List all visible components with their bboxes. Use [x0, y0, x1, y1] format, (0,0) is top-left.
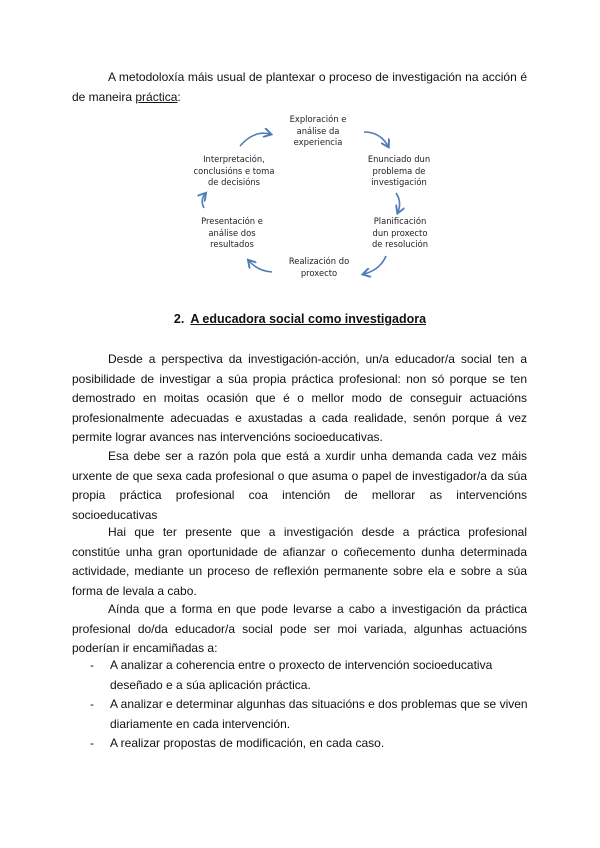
node-realization: Realización do proxecto	[288, 256, 350, 278]
arrow-1	[240, 133, 270, 146]
node-problem-statement: Enunciado dun problema de investigación	[367, 154, 431, 187]
intro-colon: :	[177, 89, 181, 104]
intro-text: A metodoloxía máis usual de plantexar o proceso de investigación na acción é de maneira	[72, 70, 527, 104]
list-item-text: A analizar a coherencia entre o proxecto de intervención socioeducativa deseñado e a súa aplicación práctica.	[110, 658, 493, 692]
intro-underlined-word: práctica	[135, 89, 178, 104]
list-item	[72, 656, 532, 695]
node-interpretation: Interpretación, conclusións e toma de decisións	[193, 154, 275, 187]
bullet-dash: -	[90, 658, 94, 672]
section-number: 2.	[173, 312, 185, 326]
list-item-text: A realizar propostas de modificación, en cada caso.	[110, 736, 385, 750]
arrow-4	[364, 256, 386, 274]
paragraph-3: Hai que ter presente que a investigación desde a práctica profesional constitúe unha gran oportunidade de afianzar o coñecemento dunha determinada actividade, mediante un proceso de reflexión permanente sobre ela e sobre a súa forma de levala a cabo.	[72, 525, 527, 598]
paragraph-1: Desde a perspectiva da investigación-acción, un/a educador/a social ten a posibilidade de investigar a súa propia práctica profesional: non só porque se ten demostrado en moitas ocasión que é o mellor modo de conseguir actuacións profesionalmente adecuadas e axustadas a cada realidade, senón porque á vez permite lograr avances nas intervencións socioeducativas.	[72, 352, 527, 444]
section-heading	[0, 312, 600, 326]
list-item	[72, 695, 532, 734]
node-presentation: Presentación e análise dos resultados	[201, 216, 263, 249]
node-planning: Planificación dun proxecto de resolución	[371, 216, 429, 249]
paragraph-4: Aínda que a forma en que pode levarse a cabo a investigación da práctica profesional do/da educador/a social pode ser moi variada, algunhas actuacións poderían ir encamiñadas a:	[72, 602, 527, 655]
arrow-6	[202, 194, 205, 208]
research-cycle-diagram	[190, 108, 440, 293]
node-exploration: Exploración e análise da experiencia	[289, 114, 347, 147]
actions-list	[72, 656, 532, 754]
intro-paragraph	[72, 68, 527, 107]
paragraph-2: Esa debe ser a razón pola que está a xurdir unha demanda cada vez máis urxente de que sexa cada profesional o que asuma o papel de investigador/a da súa propia práctica profesional coa intención de mellorar as intervencións socioeducativas	[72, 449, 527, 522]
list-item	[72, 734, 532, 754]
arrow-5	[249, 261, 272, 272]
arrow-3	[396, 193, 400, 212]
bullet-dash: -	[90, 736, 94, 750]
section-title: A educadora social como investigadora	[190, 312, 427, 326]
list-item-text: A analizar e determinar algunhas das situacións e dos problemas que se viven diariamente en cada intervención.	[110, 697, 528, 731]
bullet-dash: -	[90, 697, 94, 711]
